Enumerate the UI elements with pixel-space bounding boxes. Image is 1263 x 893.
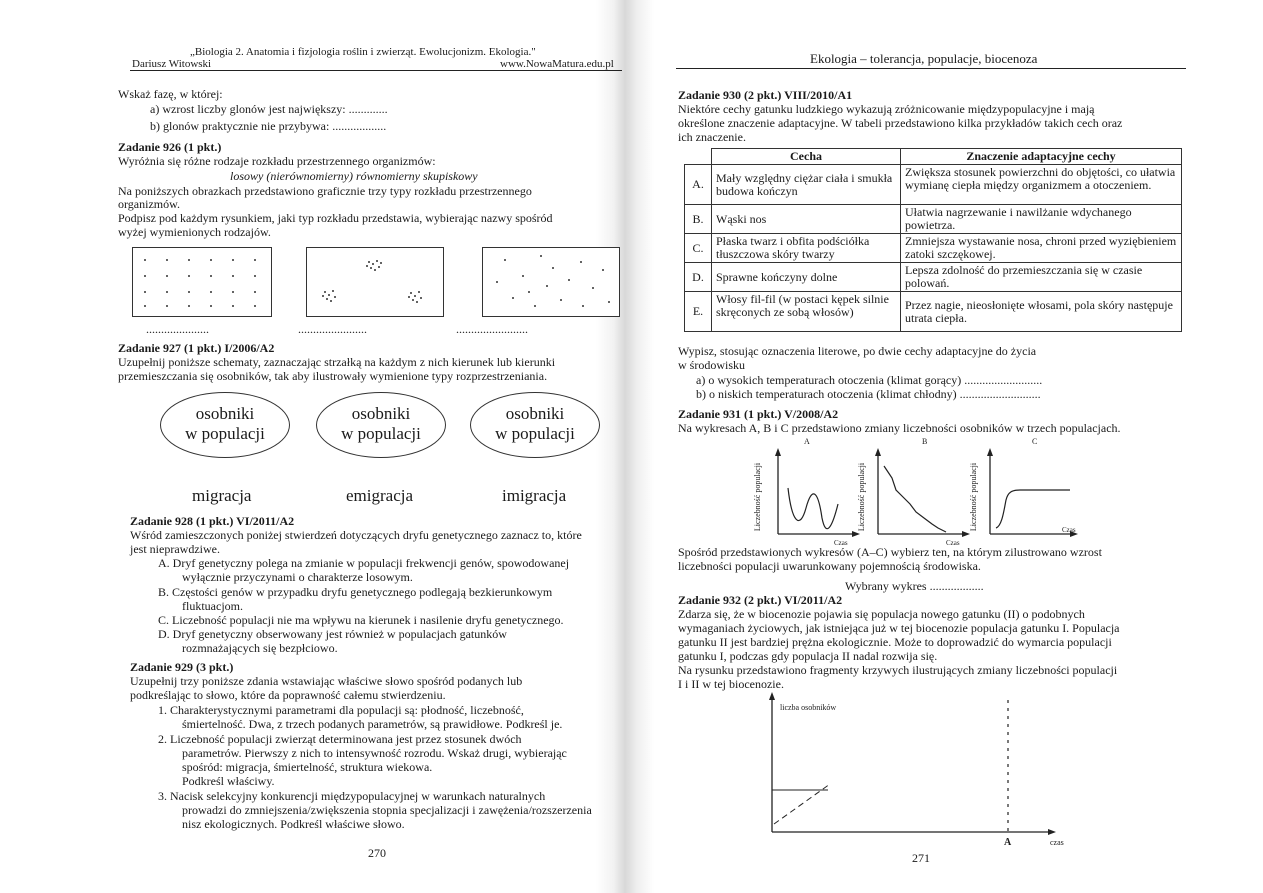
z926-blank-3[interactable]: ........................ (456, 322, 528, 336)
z928-option-b[interactable]: B. Częstości genów w przypadku dryfu genetycznego podlegają bezkierunkowym (158, 585, 553, 599)
z929-point2-cont2: spośród: migracja, śmiertelność, struktura wiekowa. (182, 760, 433, 774)
row-znaczenie: Lepsza zdolność do przemieszczania się w czasie polowań. (901, 263, 1182, 292)
row-znaczenie: Zmniejsza wystawanie nosa, chroni przed wyziębieniem zatoki szczękowej. (901, 234, 1182, 263)
row-letter: D. (685, 263, 712, 292)
graph-competition-a: A (1004, 837, 1012, 848)
z930-answer-b[interactable]: b) o niskich temperaturach otoczenia (klimat chłodny) ........................... (696, 387, 1041, 401)
graph-a (770, 448, 860, 542)
z926-types: losowy (nierównomierny) równomierny skupiskowy (230, 169, 478, 183)
traits-table (684, 148, 1182, 332)
z932-line3: gatunku II jest bardziej prężna ekologicznie. Może to doprowadzić do wymarcia populacji (678, 635, 1112, 649)
z928-line1: Wśród zamieszczonych poniżej stwierdzeń dotyczących dryfu genetycznego zaznacz to, które (130, 528, 582, 542)
row-cecha: Wąski nos (712, 205, 901, 234)
z930-line3: ich znaczenie. (678, 130, 746, 144)
row-letter: E. (685, 292, 712, 332)
graph-c-xlabel: Czas (1062, 526, 1076, 534)
table-row (685, 292, 1182, 332)
graph-competition-xlabel: czas (1050, 838, 1064, 847)
z930-line2: określone znaczenie adaptacyjne. W tabeli przedstawiono kilka przykładów takich cech oraz (678, 116, 1123, 130)
z929-point1: 1. Charakterystycznymi parametrami dla populacji są: płodność, liczebność, (158, 703, 524, 717)
row-letter: C. (685, 234, 712, 263)
graph-a-xlabel: Czas (834, 539, 848, 547)
graph-b-xlabel: Czas (946, 539, 960, 547)
intro-b: b) glonów praktycznie nie przybywa: .................. (150, 119, 387, 133)
z929-line2: podkreślając to słowo, które da poprawność całemu stwierdzeniu. (130, 688, 446, 702)
z928-option-d-cont: rozmnażających się bezpłciowo. (182, 641, 338, 655)
row-znaczenie: Ułatwia nagrzewanie i nawilżanie wdychanego powietrza. (901, 205, 1182, 234)
graph-label-b: B (922, 437, 928, 446)
row-znaczenie: Zwiększa stosunek powierzchni do objętości, co ułatwia wymianę ciepła między organizmem a otoczeniem. (901, 165, 1182, 205)
label-migracja: migracja (192, 486, 252, 505)
row-cecha: Sprawne kończyny dolne (712, 263, 901, 292)
table-row (685, 263, 1182, 292)
z931-select1: Spośród przedstawionych wykresów (A–C) wybierz ten, na którym zilustrowano wzrost (678, 545, 1102, 559)
right-page-number: 271 (912, 851, 930, 865)
row-cecha: Mały względny ciężar ciała i smukła budowa kończyn (712, 165, 901, 205)
z929-point3-cont2: nisz ekologicznych. Podkreśl właściwe słowo. (182, 817, 405, 831)
z929-point2-cont1: parametrów. Pierwszy z nich to intensywność rozrodu. Wskaż drugi, wybierając (182, 746, 567, 760)
z930-answer-a[interactable]: a) o wysokich temperaturach otoczenia (klimat gorący) .......................... (696, 373, 1043, 387)
right-header-title: Ekologia – tolerancja, populacje, biocenoza (810, 51, 1038, 66)
row-znaczenie: Przez nagie, nieosłonięte włosami, pola skóry następuje utrata ciepła. (901, 292, 1182, 332)
z927-line1: Uzupełnij poniższe schematy, zaznaczając strzałką na każdym z nich kierunek lub kierunki (118, 355, 556, 369)
z931-line1: Na wykresach A, B i C przedstawiono zmiany liczebności osobników w trzech populacjach. (678, 421, 1121, 435)
z926-line5: Podpisz pod każdym rysunkiem, jaki typ rozkładu przedstawia, wybierając nazwy spośród (118, 211, 553, 225)
graph-a-ylabel: Liczebność populacji (753, 462, 763, 532)
label-emigracja: emigracja (346, 486, 414, 505)
z929-point3: 3. Nacisk selekcyjny konkurencji międzypopulacyjnej w warunkach naturalnych (158, 789, 546, 803)
ellipse-2-line1: osobniki (351, 404, 411, 423)
z926-blank-1[interactable]: ..................... (146, 322, 209, 336)
z930-title: Zadanie 930 (2 pkt.) VIII/2010/A1 (678, 88, 853, 102)
z932-line5: Na rysunku przedstawiono fragmenty krzywych ilustrujących zmiany liczebności populacji (678, 663, 1118, 677)
ellipse-1-line2: w populacji (185, 424, 265, 443)
z929-point3-cont1: prowadzi do zmniejszenia/zwiększenia stopnia specjalizacji i zawężenia/rozszerzenia (182, 803, 592, 817)
row-cecha: Włosy fil-fil (w postaci kępek silnie skręconych ze sobą włosów) (712, 292, 901, 332)
left-header-title: „Biologia 2. Anatomia i fizjologia roślin i zwierząt. Ewolucjonizm. Ekologia." (190, 46, 536, 58)
left-page-number: 270 (368, 846, 386, 860)
z928-line2: jest nieprawdziwe. (130, 542, 220, 556)
z932-line1: Zdarza się, że w biocenozie pojawia się populacja nowego gatunku (II) o podobnych (678, 607, 1085, 621)
z926-line4: organizmów. (118, 197, 180, 211)
row-cecha: Płaska twarz i obfita podściółka tłuszczowa skóry twarzy (712, 234, 901, 263)
table-header-row (685, 149, 1182, 165)
z926-line1: Wyróżnia się różne rodzaje rozkładu przestrzennego organizmów: (118, 154, 436, 168)
z931-select2: liczebności populacji uwarunkowany pojemnością środowiska. (678, 559, 981, 573)
z930-instr2: w środowisku (678, 358, 746, 372)
z930-instr1: Wypisz, stosując oznaczenia literowe, po dwie cechy adaptacyjne do życia (678, 344, 1037, 358)
graph-b-ylabel: Liczebność populacji (857, 462, 867, 532)
z928-option-a-cont: wyłącznie przyczynami o charakterze losowym. (182, 570, 413, 584)
z928-option-d[interactable]: D. Dryf genetyczny obserwowany jest również w populacjach gatunków (158, 627, 507, 641)
z930-line1: Niektóre cechy gatunku ludzkiego wykazują zróżnicowanie międzypopulacyjne i mają (678, 102, 1095, 116)
right-header-rule (676, 68, 1186, 69)
z926-title: Zadanie 926 (1 pkt.) (118, 140, 222, 154)
ellipse-1-line1: osobniki (195, 404, 255, 423)
table-row (685, 165, 1182, 205)
ellipse-2-line2: w populacji (341, 424, 421, 443)
table-row (685, 205, 1182, 234)
row-letter: B. (685, 205, 712, 234)
ellipse-3-line1: osobniki (505, 404, 565, 423)
graph-competition-ylabel: liczba osobników (780, 703, 837, 712)
z932-line6: I i II w tej biocenozie. (678, 677, 784, 691)
z928-option-a[interactable]: A. Dryf genetyczny polega na zmianie w populacji frekwencji genów, spowodowanej (158, 556, 570, 570)
graph-label-a: A (804, 437, 810, 446)
z929-line1: Uzupełnij trzy poniższe zdania wstawiając właściwe słowo spośród podanych lub (130, 674, 523, 688)
table-row (685, 234, 1182, 263)
left-header-author: Dariusz Witowski (132, 58, 212, 70)
graph-b (870, 448, 970, 542)
z929-title: Zadanie 929 (3 pkt.) (130, 660, 234, 674)
z926-line6: wyżej wymienionych rodzajów. (118, 225, 271, 239)
z928-title: Zadanie 928 (1 pkt.) VI/2011/A2 (130, 514, 295, 528)
z926-blank-2[interactable]: ....................... (298, 322, 367, 336)
z932-title: Zadanie 932 (2 pkt.) VI/2011/A2 (678, 593, 843, 607)
table-header-cecha: Cecha (712, 149, 901, 165)
z928-option-c[interactable]: C. Liczebność populacji nie ma wpływu na kierunek i nasilenie dryfu genetycznego. (158, 613, 564, 627)
table-header-empty (685, 149, 712, 165)
intro-a: a) wzrost liczby glonów jest największy: ............. (150, 102, 388, 116)
left-header-site: www.NowaMatura.edu.pl (500, 58, 614, 70)
table-header-znaczenie: Znaczenie adaptacyjne cechy (901, 149, 1182, 165)
z932-line2: wymaganiach życiowych, jak istniejąca już w tej biocenozie populacja gatunku I. Populacja (678, 621, 1120, 635)
z931-title: Zadanie 931 (1 pkt.) V/2008/A2 (678, 407, 839, 421)
z931-answer[interactable]: Wybrany wykres .................. (845, 579, 984, 593)
graph-label-c: C (1032, 437, 1038, 446)
z929-point2-cont3: Podkreśl właściwy. (182, 774, 275, 788)
intro-text: Wskaż fazę, w której: (118, 87, 223, 101)
label-imigracja: imigracja (502, 486, 567, 505)
z932-line4: gatunku I, podczas gdy populacja II nadal rozwija się. (678, 649, 938, 663)
ellipse-3-line2: w populacji (495, 424, 575, 443)
z927-title: Zadanie 927 (1 pkt.) I/2006/A2 (118, 341, 275, 355)
z929-point2: 2. Liczebność populacji zwierząt determinowana jest przez stosunek dwóch (158, 732, 522, 746)
z926-line3: Na poniższych obrazkach przedstawiono graficznie trzy typy rozkładu przestrzennego (118, 184, 532, 198)
z928-option-b-cont: fluktuacjom. (182, 599, 243, 613)
row-letter: A. (685, 165, 712, 205)
graph-c-ylabel: Liczebność populacji (969, 462, 979, 532)
z927-line2: przemieszczania się osobników, tak aby ilustrowały wymienione typy rozprzestrzeniania. (118, 369, 548, 383)
z929-point1-cont: śmiertelność. Dwa, z trzech podanych parametrów, są prawidłowe. Podkreśl je. (182, 717, 563, 731)
